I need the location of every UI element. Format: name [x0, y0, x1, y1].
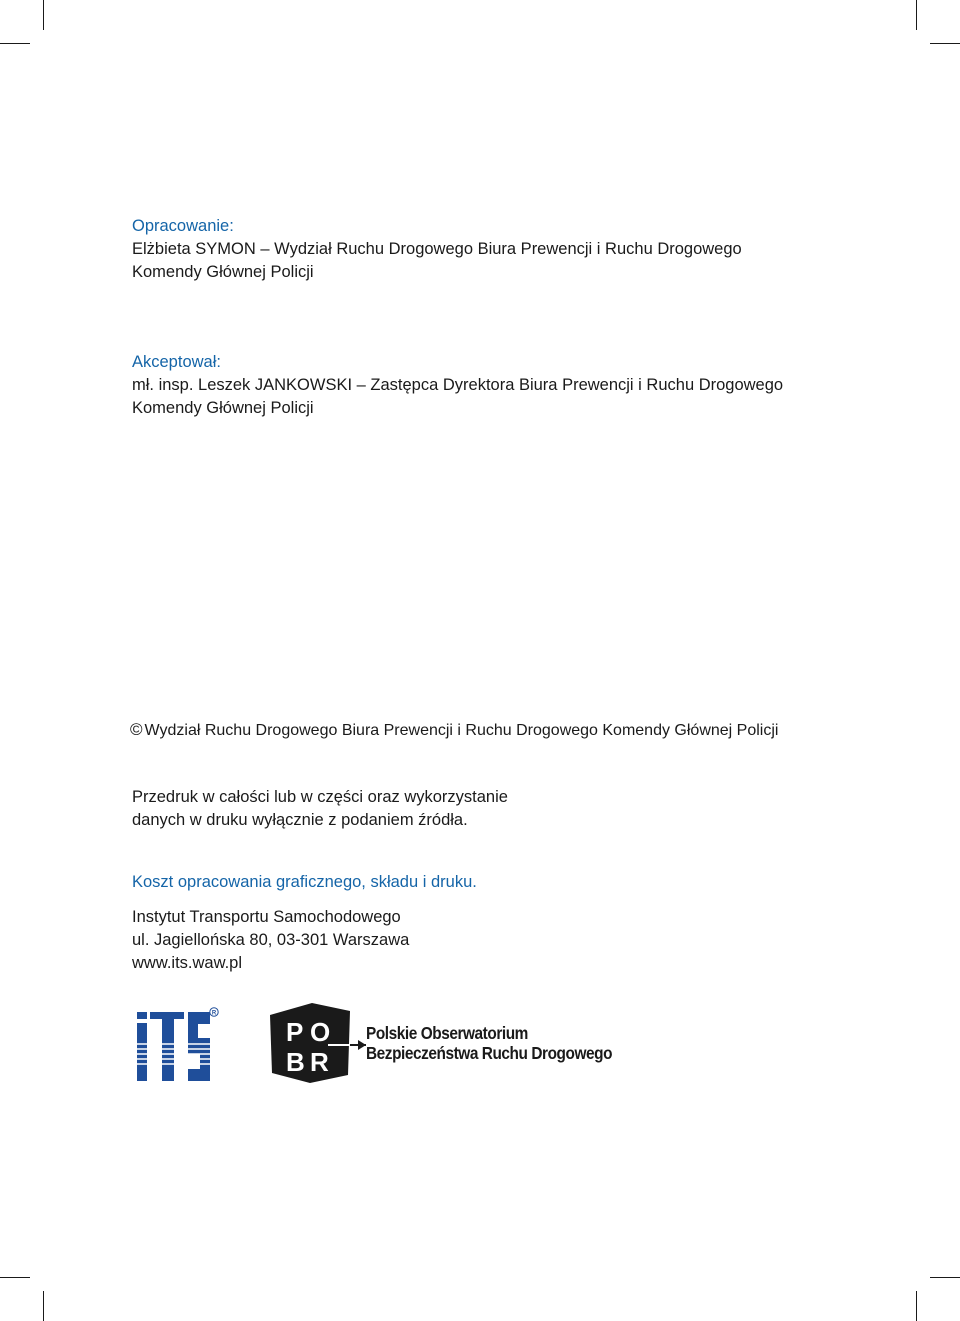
approved-by-line-1: mł. insp. Leszek JANKOWSKI – Zastępca Dyrektora Biura Prewencji i Ruchu Drogowego [132, 376, 784, 394]
crop-mark-top-right-horizontal [930, 43, 960, 44]
institute-website[interactable]: www.its.waw.pl [132, 954, 243, 972]
institute-name: Instytut Transportu Samochodowego [132, 908, 401, 926]
prepared-by-heading: Opracowanie: [132, 217, 234, 235]
approved-by-heading: Akceptował: [132, 353, 221, 371]
copyright-notice [130, 718, 778, 742]
copyright-icon: © [130, 720, 143, 739]
crop-mark-bottom-right-horizontal [930, 1277, 960, 1278]
svg-text:O: O [310, 1017, 331, 1047]
pobr-logo-icon [266, 1001, 366, 1085]
reprint-line-2: danych w druku wyłącznie z podaniem źródła. [132, 811, 468, 829]
cost-notice [132, 871, 477, 894]
copyright-text: Wydział Ruchu Drogowego Biura Prewencji i Ruchu Drogowego Komendy Głównej Policji [144, 722, 779, 739]
crop-mark-top-right-vertical [916, 0, 917, 30]
svg-text:B: B [286, 1047, 305, 1077]
prepared-by-line-2: Komendy Głównej Policji [132, 263, 314, 281]
its-logo-icon [134, 1006, 220, 1084]
crop-mark-bottom-left-horizontal [0, 1277, 30, 1278]
institute-info [132, 906, 409, 975]
pobr-logo-text [366, 1023, 612, 1063]
prepared-by-line-1: Elżbieta SYMON – Wydział Ruchu Drogowego Biura Prewencji i Ruchu Drogowego [132, 240, 742, 258]
institute-address: ul. Jagiellońska 80, 03-301 Warszawa [132, 931, 410, 949]
svg-text:R: R [310, 1047, 329, 1077]
crop-mark-bottom-right-vertical [916, 1291, 917, 1321]
crop-mark-top-left-vertical [43, 0, 44, 30]
reprint-notice [132, 786, 508, 832]
cost-text: Koszt opracowania graficznego, składu i druku. [132, 873, 477, 891]
reprint-line-1: Przedruk w całości lub w części oraz wykorzystanie [132, 788, 508, 806]
prepared-by-section [132, 215, 742, 284]
svg-text:P: P [286, 1017, 304, 1047]
approved-by-line-2: Komendy Głównej Policji [132, 399, 314, 417]
approved-by-section [132, 351, 783, 420]
pobr-line-2: Bezpieczeństwa Ruchu Drogowego [366, 1043, 613, 1063]
crop-mark-bottom-left-vertical [43, 1291, 44, 1321]
crop-mark-top-left-horizontal [0, 43, 30, 44]
svg-text:R: R [211, 1010, 217, 1017]
pobr-line-1: Polskie Obserwatorium [366, 1023, 528, 1043]
